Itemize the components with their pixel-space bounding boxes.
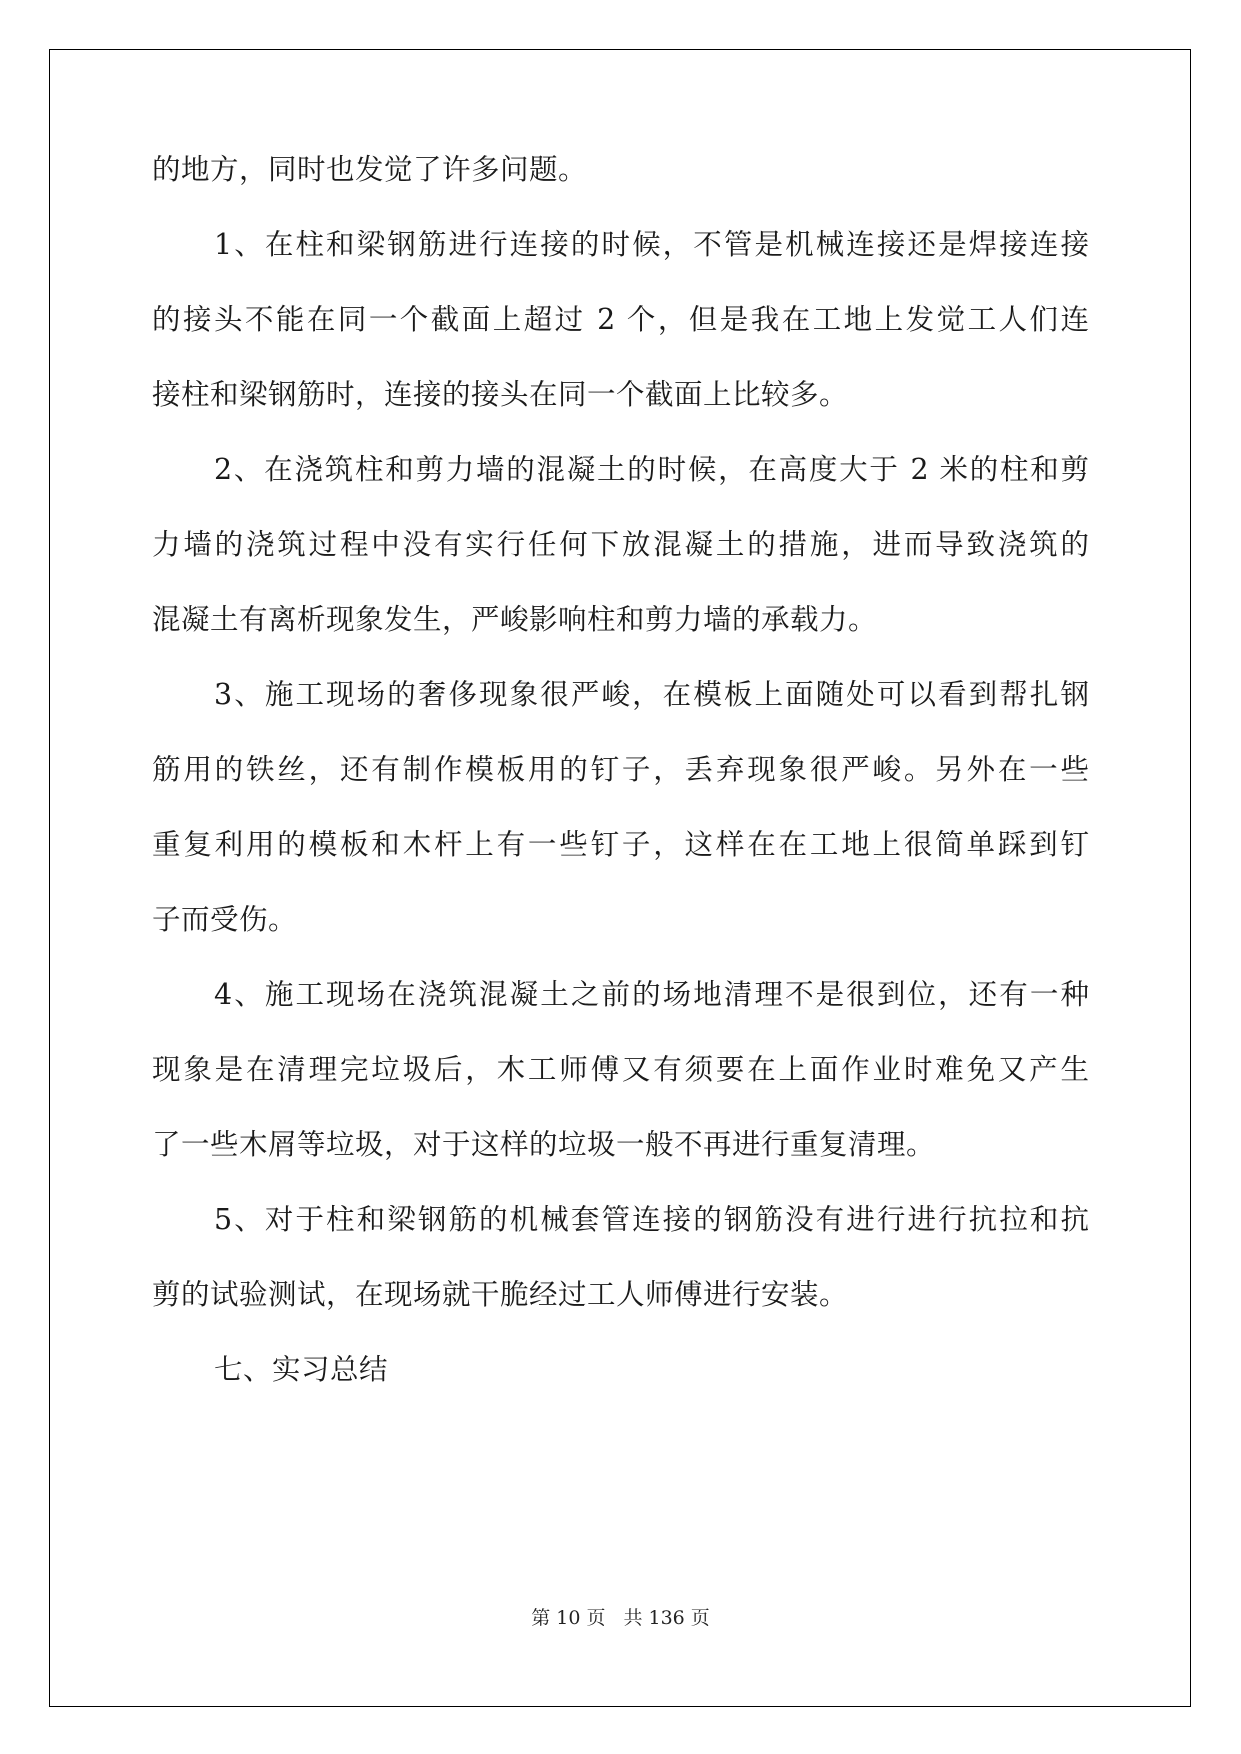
section-heading: 七、实习总结 (214, 1353, 389, 1386)
paragraph-3-line: 3、施工现场的奢侈现象很严峻，在模板上面随处可以看到帮扎钢 (214, 678, 1089, 711)
page-border (49, 49, 1191, 1707)
text-line: 的接头不能在同一个截面上超过 2 个，但是我在工地上发觉工人们连 (152, 303, 1089, 336)
text-line: 重复利用的模板和木杆上有一些钉子，这样在在工地上很简单踩到钉 (152, 828, 1089, 861)
page-total: 共 136 页 (623, 1607, 710, 1629)
page-footer (0, 1606, 1241, 1630)
text-line: 混凝土有离析现象发生，严峻影响柱和剪力墙的承载力。 (152, 603, 878, 636)
text-line: 现象是在清理完垃圾后，木工师傅又有须要在上面作业时难免又产生 (152, 1053, 1089, 1086)
paragraph-1-line: 1、在柱和梁钢筋进行连接的时候，不管是机械连接还是焊接连接 (214, 228, 1089, 261)
paragraph-2-line: 2、在浇筑柱和剪力墙的混凝土的时候，在高度大于 2 米的柱和剪 (214, 453, 1089, 486)
text-line: 接柱和梁钢筋时，连接的接头在同一个截面上比较多。 (152, 378, 849, 411)
text-line: 力墙的浇筑过程中没有实行任何下放混凝土的措施，进而导致浇筑的 (152, 528, 1089, 561)
paragraph-4-line: 4、施工现场在浇筑混凝土之前的场地清理不是很到位，还有一种 (214, 978, 1089, 1011)
text-line: 筋用的铁丝，还有制作模板用的钉子，丢弃现象很严峻。另外在一些 (152, 753, 1089, 786)
text-line: 剪的试验测试，在现场就干脆经过工人师傅进行安装。 (152, 1278, 849, 1311)
paragraph-5-line: 5、对于柱和梁钢筋的机械套管连接的钢筋没有进行进行抗拉和抗 (214, 1203, 1089, 1236)
page-number: 第 10 页 (531, 1607, 606, 1629)
text-line: 子而受伤。 (152, 903, 298, 936)
text-line: 了一些木屑等垃圾，对于这样的垃圾一般不再进行重复清理。 (152, 1128, 936, 1161)
text-line: 的地方，同时也发觉了许多问题。 (152, 153, 588, 186)
